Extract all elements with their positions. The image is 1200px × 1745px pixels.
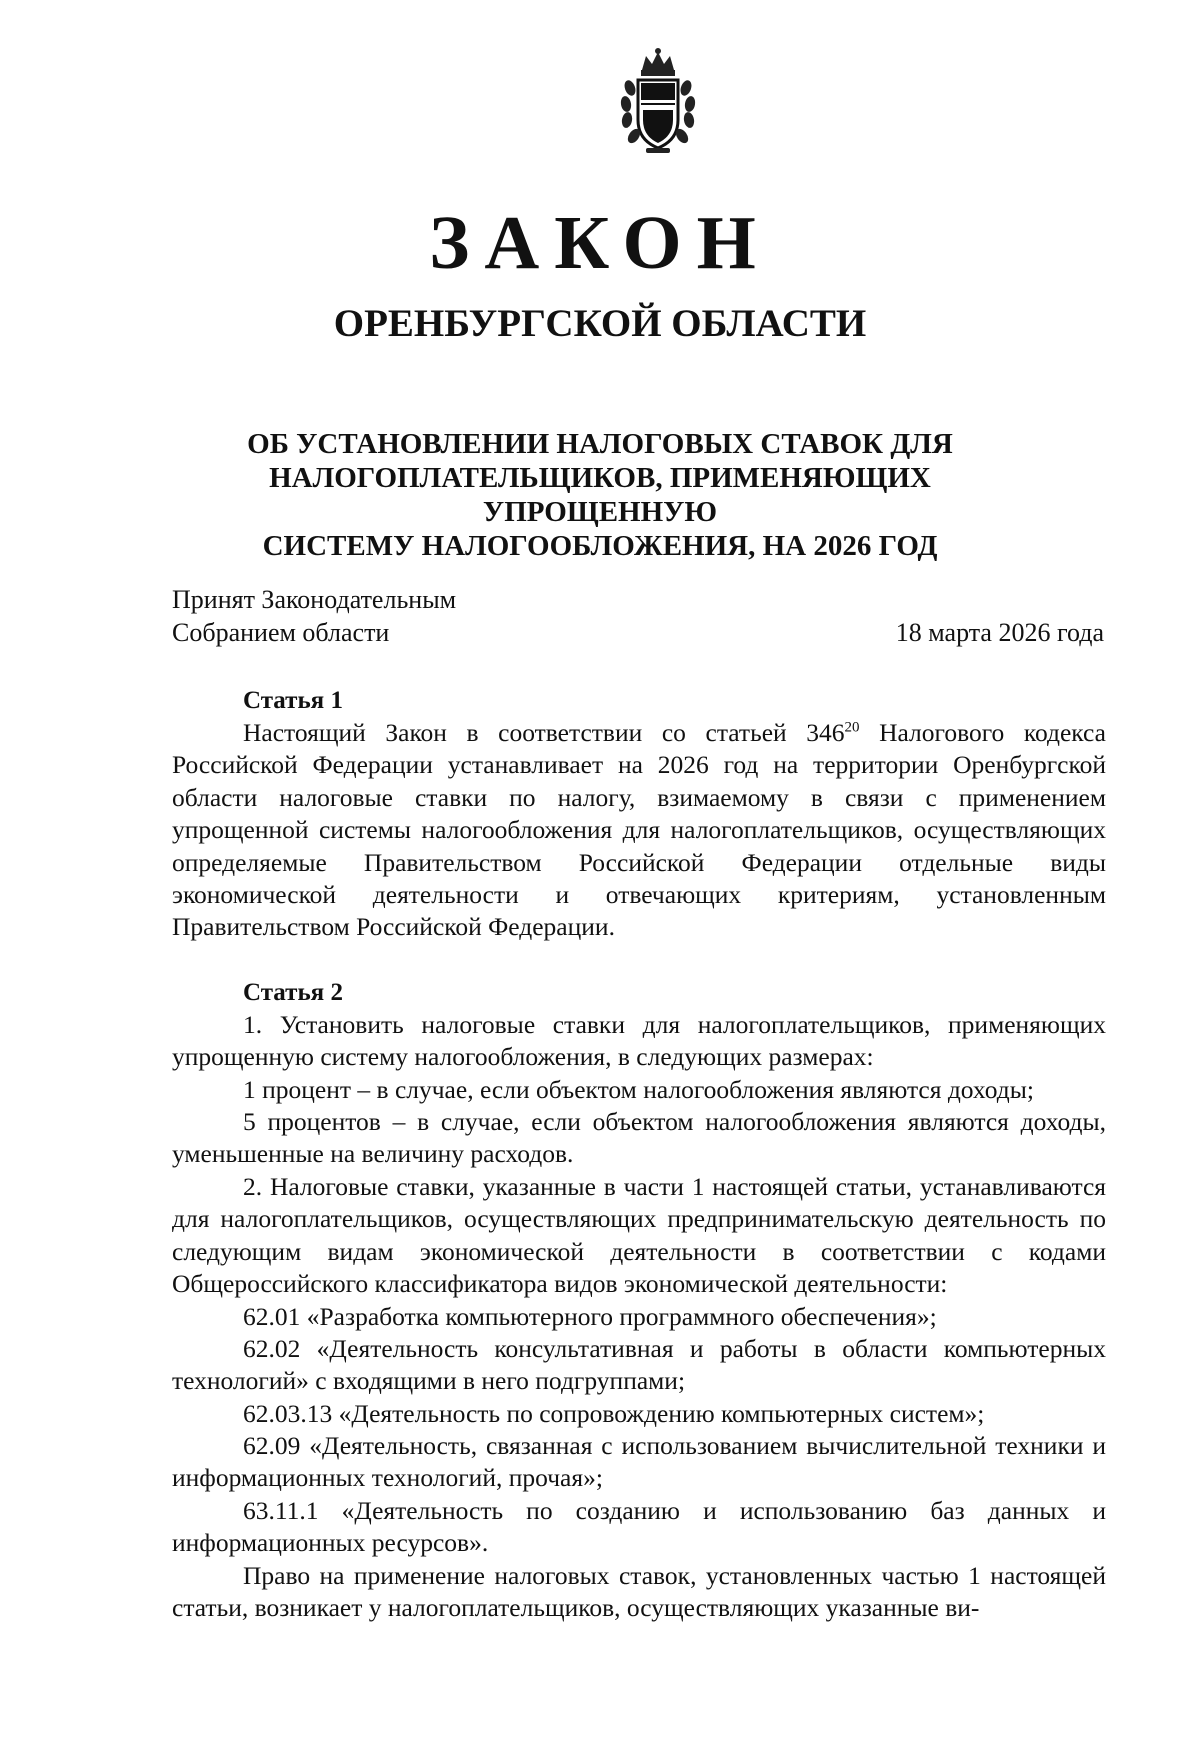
article-superscript: 20 bbox=[844, 719, 860, 736]
adoption-body bbox=[172, 583, 456, 649]
article-2-paragraph-3 bbox=[172, 1560, 1106, 1625]
code-text: 62.09 «Деятельность, связанная с использованием вычислительной техники и информационных технологий, прочая»; bbox=[172, 1431, 1106, 1493]
code-text: 62.01 «Разработка компьютерного программного обеспечения»; bbox=[243, 1302, 937, 1331]
okved-code-item bbox=[172, 1301, 1106, 1333]
article-2-paragraph-1 bbox=[172, 1009, 1106, 1074]
code-text: 63.11.1 «Деятельность по созданию и использованию баз данных и информационных ресурсов». bbox=[172, 1496, 1106, 1558]
adoption-date: 18 марта 2026 года bbox=[895, 618, 1104, 647]
okved-code-item bbox=[172, 1430, 1106, 1495]
law-title bbox=[170, 427, 1030, 563]
article-1-text-end: Налогового кодекса Российской Федерации устанавливает на 2026 год на территории Оренбургской области налоговые ставки по налогу, взимаемому в связи с применением упрощенной системы налогообложения для налогоплательщиков, осуществляющих определяемые Правительством Российской Федерации отдельные виды экономической деятельности и отвечающих критериям, установленным Правительством Российской Федерации. bbox=[172, 718, 1106, 942]
code-text: 62.02 «Деятельность консультативная и работы в области компьютерных технологий» с входящими в него подгруппами; bbox=[172, 1334, 1106, 1396]
article-2-heading: Статья 2 bbox=[243, 979, 343, 1006]
okved-code-item bbox=[172, 1333, 1106, 1398]
paragraph-text: 2. Налоговые ставки, указанные в части 1 настоящей статьи, устанавливаются для налогоплательщиков, осуществляющих предпринимательскую деятельность по следующим видам экономической деятельности в соответствии с кодами Общероссийского классификатора видов экономической деятельности: bbox=[172, 1172, 1106, 1299]
coat-of-arms-emblem bbox=[610, 48, 706, 156]
adoption-line: Принят Законодательным bbox=[172, 585, 457, 614]
region-heading: ОРЕНБУРГСКОЙ ОБЛАСТИ bbox=[333, 302, 867, 345]
rate-item bbox=[172, 1074, 1106, 1106]
law-title-line: НАЛОГОПЛАТЕЛЬЩИКОВ, ПРИМЕНЯЮЩИХ УПРОЩЕННУЮ bbox=[269, 462, 931, 528]
code-text: 62.03.13 «Деятельность по сопровождению компьютерных систем»; bbox=[243, 1399, 985, 1428]
article-1-text bbox=[172, 717, 1106, 944]
paragraph-text: 1. Установить налоговые ставки для налогоплательщиков, применяющих упрощенную систему налогообложения, в следующих размерах: bbox=[172, 1010, 1106, 1072]
rate-item bbox=[172, 1106, 1106, 1171]
article-1-text-start: Настоящий Закон в соответствии со статьей 346 bbox=[243, 718, 845, 747]
article-1-heading: Статья 1 bbox=[243, 687, 343, 714]
paragraph-text: Право на применение налоговых ставок, установленных частью 1 настоящей статьи, возникает у налогоплательщиков, осуществляющих указанные ви- bbox=[172, 1561, 1106, 1623]
law-title-line: ОБ УСТАНОВЛЕНИИ НАЛОГОВЫХ СТАВОК ДЛЯ bbox=[247, 428, 953, 460]
rate-text: 1 процент – в случае, если объектом налогообложения являются доходы; bbox=[243, 1075, 1034, 1104]
rate-text: 5 процентов – в случае, если объектом налогообложения являются доходы, уменьшенные на величину расходов. bbox=[172, 1107, 1106, 1169]
adoption-line: Собранием области bbox=[172, 618, 390, 647]
okved-code-item bbox=[172, 1495, 1106, 1560]
law-heading: ЗАКОН bbox=[429, 201, 771, 285]
article-2-paragraph-2 bbox=[172, 1171, 1106, 1301]
law-title-line: СИСТЕМУ НАЛОГООБЛОЖЕНИЯ, НА 2026 ГОД bbox=[262, 530, 938, 562]
okved-code-item bbox=[172, 1398, 1106, 1430]
